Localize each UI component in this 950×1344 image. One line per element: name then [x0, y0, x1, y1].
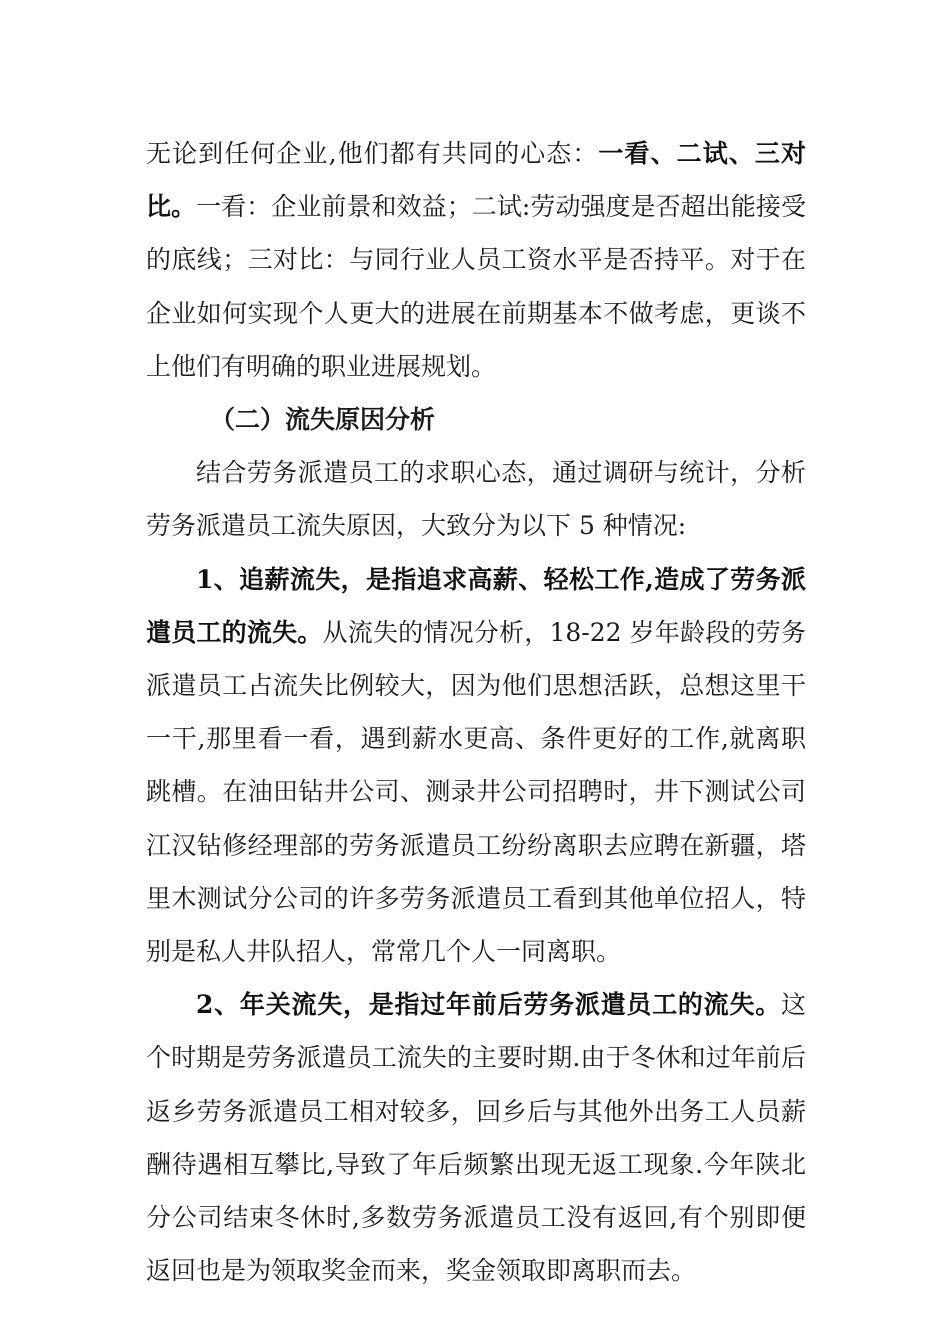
- text-run: 无论到任何企业,他们都有共同的心态：: [146, 139, 599, 168]
- bold-text-run: 2、年关流失，是指过年前后劳务派遣员工的流失。: [196, 990, 781, 1020]
- bold-text-run: 一看、二试、三对比。: [146, 139, 806, 222]
- paragraph-intro: [146, 446, 806, 552]
- text-run: 从流失的情况分析，18-22 岁年龄段的劳务派遣员工占流失比例较大，因为他们思想活跃，总想这里干一干,那里看一看，遇到薪水更高、条件更好的工作,就离职跳槽。在油田钻井公司、测录井公司招聘时，井下测试公司江汉钻修经理部的劳务派遣员工纷纷离职去应聘在新疆，塔里木测试分公司的许多劳务派遣员工看到其他单位招人，特别是私人井队招人，常常几个人一同离职。: [146, 617, 806, 967]
- paragraph-newyear-loss: [146, 978, 806, 1297]
- text-run: 一看：企业前景和效益；二试:劳动强度是否超出能接受的底线；三对比：与同行业人员工资水平是否持平。对于在企业如何实现个人更大的进展在前期基本不做考虑，更谈不上他们有明确的职业进展规划。: [146, 192, 806, 381]
- paragraph-mindset: [146, 127, 806, 393]
- text-run: 结合劳务派遣员工的求职心态，通过调研与统计，分析劳务派遣员工流失原因，大致分为以下 5 种情况:: [146, 458, 806, 541]
- paragraph-salary-loss: [146, 553, 806, 979]
- text-run: 这个时期是劳务派遣员工流失的主要时期.由于冬休和过年前后返乡劳务派遣员工相对较多，回乡后与其他外出务工人员薪酬待遇相互攀比,导致了年后频繁出现无返工现象.今年陕北分公司结束冬休时,多数劳务派遣员工没有返回,有个别即便返回也是为领取奖金而来，奖金领取即离职而去。: [146, 990, 806, 1286]
- document-body: [146, 127, 806, 1297]
- bold-text-run: 1、追薪流失，是指追求高薪、轻松工作,造成了劳务派遣员工的流失。: [146, 564, 806, 647]
- section-heading: [146, 393, 806, 446]
- section-heading-text: （二）流失原因分析: [210, 405, 436, 435]
